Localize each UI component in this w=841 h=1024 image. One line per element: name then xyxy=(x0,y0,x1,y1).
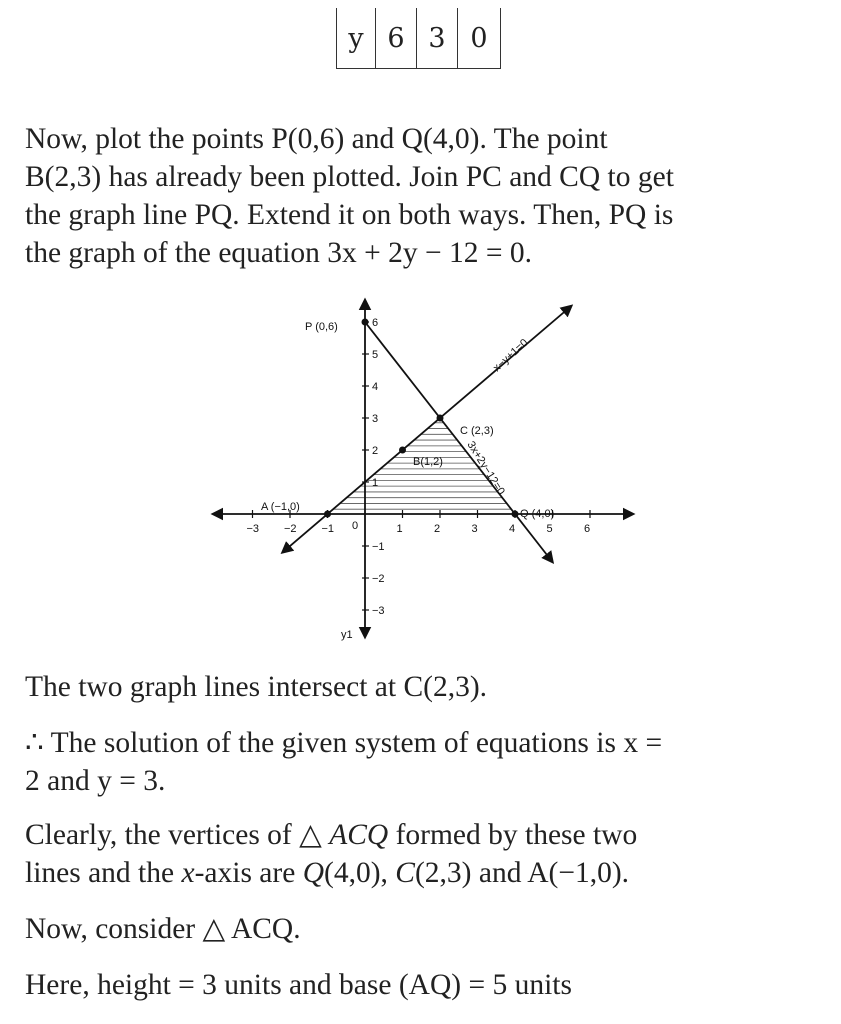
plotted-points xyxy=(324,319,519,518)
label-C: C (2,3) xyxy=(460,425,494,437)
point-marker xyxy=(399,447,406,454)
label-Q: Q (4,0) xyxy=(520,508,555,520)
paragraph-consider: Now, consider △ ACQ. xyxy=(25,913,301,945)
x-tick-label: −3 xyxy=(246,523,260,535)
label-P: P (0,6) xyxy=(305,321,338,333)
graph-svg xyxy=(205,292,645,652)
paragraph-height-base: Here, height = 3 units and base (AQ) = 5 units xyxy=(25,969,572,1001)
y-tick-label: −2 xyxy=(372,573,385,585)
x-tick-label: 6 xyxy=(584,523,591,535)
y-tick-label: 1 xyxy=(372,477,379,489)
point-marker xyxy=(437,415,444,422)
paragraph-vertices-line-1: Clearly, the vertices of △ ACQ formed by these two xyxy=(25,819,638,851)
point-marker xyxy=(324,511,331,518)
paragraph-solution-line-1: ∴ The solution of the given system of equations is x = xyxy=(25,727,663,759)
y-tick-label: −3 xyxy=(372,605,385,617)
table-cell: 6 xyxy=(376,8,417,69)
x-tick-label: 1 xyxy=(396,523,403,535)
table-cell: 3 xyxy=(417,8,458,69)
label-origin: 0 xyxy=(352,520,359,532)
point-marker xyxy=(362,319,369,326)
y-tick-label: 5 xyxy=(372,349,379,361)
paragraph-intersection: The two graph lines intersect at C(2,3). xyxy=(25,671,488,703)
y-tick-label: 3 xyxy=(372,413,379,425)
table-cell: 0 xyxy=(470,22,488,54)
paragraph-vertices-line-2: lines and the x-axis are Q(4,0), C(2,3) and A(−1,0). xyxy=(25,857,630,889)
y-tick-label: −1 xyxy=(372,541,385,553)
x-tick-label: −1 xyxy=(321,523,335,535)
paragraph-plot-line-4: the graph of the equation 3x + 2y − 12 = 0. xyxy=(25,237,533,269)
x-tick-label: 2 xyxy=(434,523,441,535)
y-tick-label: 6 xyxy=(372,317,379,329)
label-line-1: x−y+1=0 xyxy=(490,336,531,375)
label-B: B(1,2) xyxy=(413,456,443,468)
paragraph-plot-line-2: B(2,3) has already been plotted. Join PC and CQ to get xyxy=(25,161,674,193)
x-tick-label: 3 xyxy=(471,523,478,535)
paragraph-solution-line-2: 2 and y = 3. xyxy=(25,765,166,797)
point-marker xyxy=(512,511,519,518)
table-header-y: y xyxy=(337,8,376,69)
label-A: A (−1,0) xyxy=(261,501,300,513)
x-tick-label: 5 xyxy=(546,523,553,535)
values-table-fragment xyxy=(336,8,501,69)
label-y-negative: y1 xyxy=(341,629,353,641)
x-tick-label: −2 xyxy=(284,523,297,535)
label-line-2: 3x+2y−12=0 xyxy=(464,439,507,498)
y-tick-label: 2 xyxy=(372,445,379,457)
graph-figure xyxy=(205,292,645,652)
line-3x-plus-2y-minus-12 xyxy=(365,322,553,562)
x-tick-label: 4 xyxy=(509,523,516,535)
paragraph-plot-line-1: Now, plot the points P(0,6) and Q(4,0). The point xyxy=(25,123,608,155)
paragraph-plot-line-3: the graph line PQ. Extend it on both ways. Then, PQ is xyxy=(25,199,674,231)
y-tick-label: 4 xyxy=(372,381,379,393)
